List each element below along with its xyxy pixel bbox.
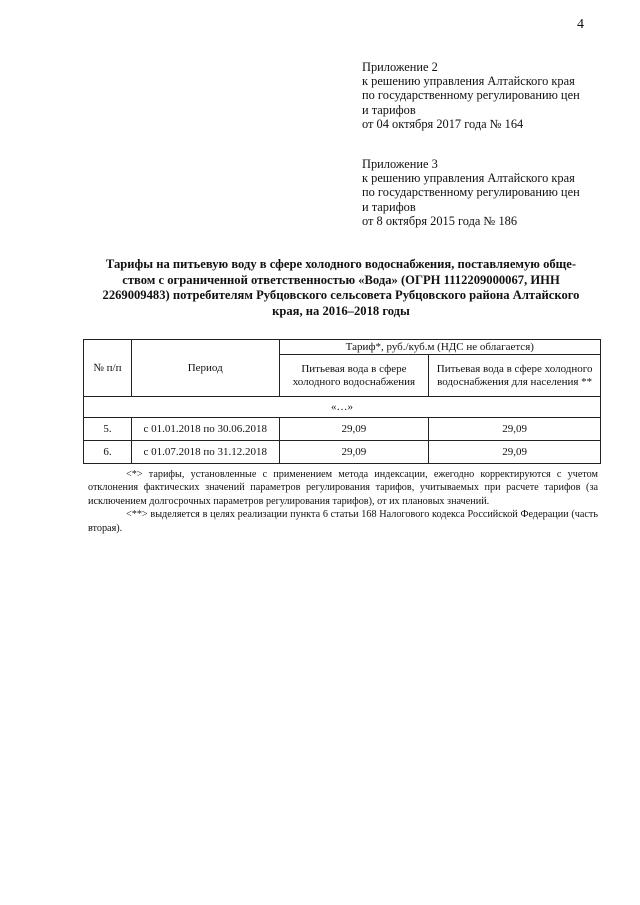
row-tariff: 29,09 [279,441,429,464]
footnotes [88,468,598,535]
row-tariff: 29,09 [279,418,429,441]
tariff-table [83,339,601,464]
header-period: Период [131,340,279,397]
appendix-3-date: от 8 октября 2015 года № 186 [362,213,518,228]
row-period: с 01.01.2018 по 30.06.2018 [131,418,279,441]
document-title [86,257,596,319]
header-number: № п/п [84,340,132,397]
title-line: ством с ограниченной ответственностью «Вода» (ОГРН 1112209000067, ИНН [122,272,560,287]
row-tariff-population: 29,09 [429,441,601,464]
omission-row [84,397,601,418]
appendix-3-line: к решению управления Алтайского края [362,171,575,186]
row-number: 6. [84,441,132,464]
appendix-3-line: по государственному регулированию цен [362,185,580,200]
footnote-2: <**> выделяется в целях реализации пункта 6 статьи 168 Налогового кодекса Российской Федерации (часть вторая). [88,509,598,534]
appendix-2-block [362,60,622,131]
row-number: 5. [84,418,132,441]
appendix-2-line: к решению управления Алтайского края [362,74,575,89]
header-drinking-water: Питьевая вода в сфере холодного водоснабжения [279,355,429,397]
appendix-2-heading: Приложение 2 [362,60,438,74]
title-line: края, на 2016–2018 годы [272,303,410,318]
page-number: 4 [577,17,584,32]
appendix-2-line: и тарифов [362,102,416,117]
appendix-2-date: от 04 октября 2017 года № 164 [362,116,524,131]
header-tariff: Тариф*, руб./куб.м (НДС не облагается) [279,340,600,355]
title-line: 2269009483) потребителям Рубцовского сельсовета Рубцовского района Алтайского [102,288,580,303]
table-row [84,441,601,464]
appendix-2-line: по государственному регулированию цен [362,88,580,103]
appendix-3-heading: Приложение 3 [362,157,438,171]
omission-mark: «…» [84,397,601,418]
appendix-3-block [362,157,622,228]
table-row [84,418,601,441]
title-line: Тарифы на питьевую воду в сфере холодного водоснабжения, поставляемую обще- [105,257,577,271]
appendix-3-line: и тарифов [362,199,416,214]
footnote-1: <*> тарифы, установленные с применением метода индексации, ежегодно корректируются с учетом отклонения фактических значений параметров регулирования тарифов, учитываемых при расчете тарифов (за исключением долгосрочных параметров регулирования тарифов), от их плановых значений. [88,469,598,507]
row-period: с 01.07.2018 по 31.12.2018 [131,441,279,464]
row-tariff-population: 29,09 [429,418,601,441]
header-drinking-water-population: Питьевая вода в сфере холодного водоснабжения для населения ** [429,355,601,397]
